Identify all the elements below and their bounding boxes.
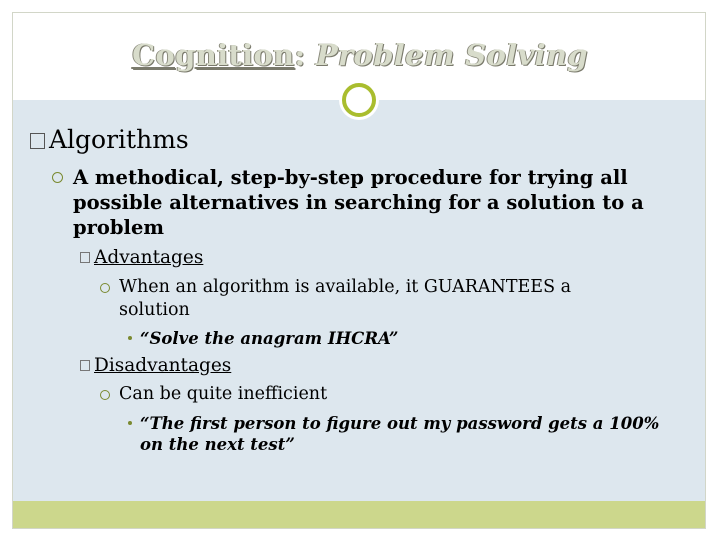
disadvantages-example-text: “The first person to figure out my password gets a 100% on the next test” bbox=[140, 414, 660, 454]
footer-bar bbox=[13, 501, 705, 528]
square-bullet-icon bbox=[80, 252, 90, 263]
advantages-point-text: When an algorithm is available, it GUARANTEES a solution bbox=[119, 277, 572, 320]
dot-bullet-icon bbox=[128, 336, 132, 340]
title-topic: Cognition bbox=[132, 38, 295, 72]
ring-bullet-icon bbox=[100, 390, 110, 400]
ring-bullet-icon bbox=[52, 172, 63, 183]
disadvantages-point bbox=[100, 383, 640, 406]
advantages-point bbox=[100, 276, 640, 322]
title-colon: : bbox=[294, 38, 316, 72]
ring-bullet-icon bbox=[100, 283, 110, 293]
title-subtopic: Problem Solving bbox=[315, 38, 588, 72]
disadvantages-point-text: Can be quite inefficient bbox=[119, 384, 328, 404]
advantages-example-text: “Solve the anagram IHCRA” bbox=[140, 329, 399, 348]
dot-bullet-icon bbox=[128, 421, 132, 425]
definition-item bbox=[52, 165, 672, 240]
divider-circle-icon bbox=[339, 80, 379, 120]
heading-text: Algorithms bbox=[49, 125, 189, 154]
advantages-example bbox=[128, 328, 668, 349]
advantages-heading bbox=[80, 246, 203, 270]
definition-text: A methodical, step-by-step procedure for trying all possible alternatives in searching for a solution to a problem bbox=[73, 166, 644, 239]
slide-title bbox=[0, 38, 720, 72]
square-bullet-icon bbox=[80, 360, 90, 371]
advantages-label: Advantages bbox=[94, 247, 204, 268]
disadvantages-heading bbox=[80, 354, 231, 378]
box-bullet-icon bbox=[30, 133, 45, 149]
disadvantages-label: Disadvantages bbox=[94, 355, 232, 376]
heading-algorithms bbox=[30, 125, 189, 154]
disadvantages-example bbox=[128, 413, 668, 455]
